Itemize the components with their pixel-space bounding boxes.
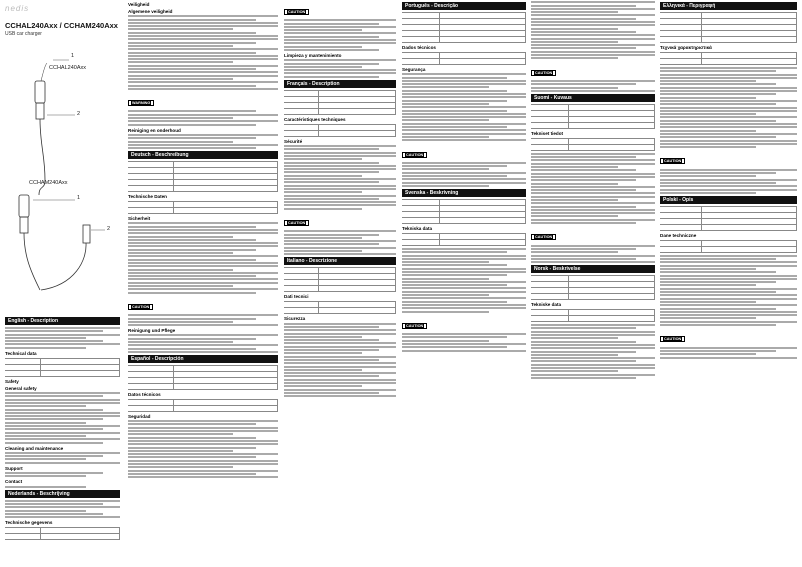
section-pt: Português - Descrição — [402, 2, 526, 10]
heading-it-safety: Sicurezza — [284, 316, 306, 322]
callout-1-bottom: 1 — [77, 195, 81, 201]
en-tech-table — [5, 358, 120, 377]
section-es: Español - Descripción — [128, 355, 278, 363]
section-el: Ελληνικά - Περιγραφή — [660, 2, 797, 10]
callout-2-top: 2 — [77, 111, 81, 117]
brand-logo: nedis — [5, 4, 30, 13]
section-nl: Nederlands - Beschrijving — [5, 490, 120, 498]
heading-en-safety: Safety — [5, 378, 19, 384]
heading-pt-tech: Dados técnicos — [402, 45, 436, 50]
heading-pt-safety: Segurança — [402, 67, 426, 72]
heading-pl-tech: Dane techniczne — [660, 232, 697, 238]
section-no: Norsk - Beskrivelse — [531, 265, 655, 273]
heading-fi-tech: Tekniset tiedot — [531, 130, 564, 136]
section-fi: Suomi - Kuvaus — [531, 94, 655, 102]
heading-it-tech: Dati tecnici — [284, 294, 309, 300]
column-1 — [5, 0, 120, 567]
product-figure — [5, 45, 120, 315]
charger-bottom-drawing — [19, 195, 105, 290]
label-model-top: CCHAL240Axx — [49, 65, 86, 71]
column-2: Veiligheid Algemene veiligheid WARNING Reiniging en onderhoud Deutsch - Beschreibung Technische Daten Sicherheit CAUTION Reinigung und Pflege Español - Descripción Datos técnicos Seguridad — [128, 0, 278, 567]
column-3: CAUTION Limpieza y mantenimiento Français - Description Caractéristiques techniques Sécurité CAUTION Italiano - Descrizione Dati tecnici Sicurezza — [284, 0, 396, 567]
heading-en-tech: Technical data — [5, 350, 37, 356]
heading-nl-safety: Veiligheid — [128, 2, 150, 7]
section-pl: Polski - Opis — [660, 196, 797, 204]
heading-es-tech: Datos técnicos — [128, 391, 161, 397]
heading-nl-tech: Technische gegevens — [5, 520, 53, 526]
heading-de-safety: Sicherheit — [128, 216, 151, 222]
heading-en-support: Support — [5, 465, 23, 471]
callout-2-bottom: 2 — [107, 226, 111, 232]
heading-es-safety: Seguridad — [128, 413, 151, 419]
heading-es-clean: Limpieza y mantenimiento — [284, 52, 342, 58]
heading-de-tech: Technische Daten — [128, 194, 167, 200]
heading-en-clean: Cleaning and maintenance — [5, 445, 64, 451]
callout-1-top: 1 — [71, 53, 75, 59]
label-model-bottom: CCHAM240Axx — [29, 180, 68, 186]
document-title: CCHAL240Axx / CCHAM240Axx — [5, 21, 118, 30]
heading-fr-safety: Sécurité — [284, 138, 303, 144]
heading-no-tech: Tekniske data — [531, 302, 562, 308]
heading-en-contact: Contact — [5, 479, 23, 485]
document-subtitle: USB car charger — [5, 31, 42, 37]
section-fr: Français - Description — [284, 80, 396, 88]
section-en: English - Description — [5, 317, 120, 325]
heading-sv-tech: Tekniska data — [402, 225, 433, 231]
warning-badge: WARNING — [128, 100, 154, 106]
column-6: Ελληνικά - Περιγραφή Τεχνικά χαρακτηριστικά CAUTION Polski - Opis Dane techniczne CAUTION — [660, 0, 797, 567]
heading-nl-general: Algemene veiligheid — [128, 9, 173, 14]
heading-fr-tech: Caractéristiques techniques — [284, 116, 346, 122]
column-4: Português - Descrição Dados técnicos Segurança CAUTION Svenska - Beskrivning Tekniska data CAUTION — [402, 0, 526, 567]
heading-el-tech: Τεχνικά χαρακτηριστικά — [660, 45, 712, 50]
heading-nl-clean: Reiniging en onderhoud — [128, 127, 181, 133]
heading-de-clean: Reinigung und Pflege — [128, 328, 176, 334]
section-it: Italiano - Descrizione — [284, 257, 396, 265]
charger-top-drawing — [35, 60, 75, 195]
heading-en-general: General safety — [5, 385, 37, 391]
column-5: CAUTION Suomi - Kuvaus Tekniset tiedot CAUTION Norsk - Beskrivelse Tekniske data — [531, 0, 655, 567]
section-de: Deutsch - Beschreibung — [128, 151, 278, 159]
section-sv: Svenska - Beskrivning — [402, 189, 526, 197]
